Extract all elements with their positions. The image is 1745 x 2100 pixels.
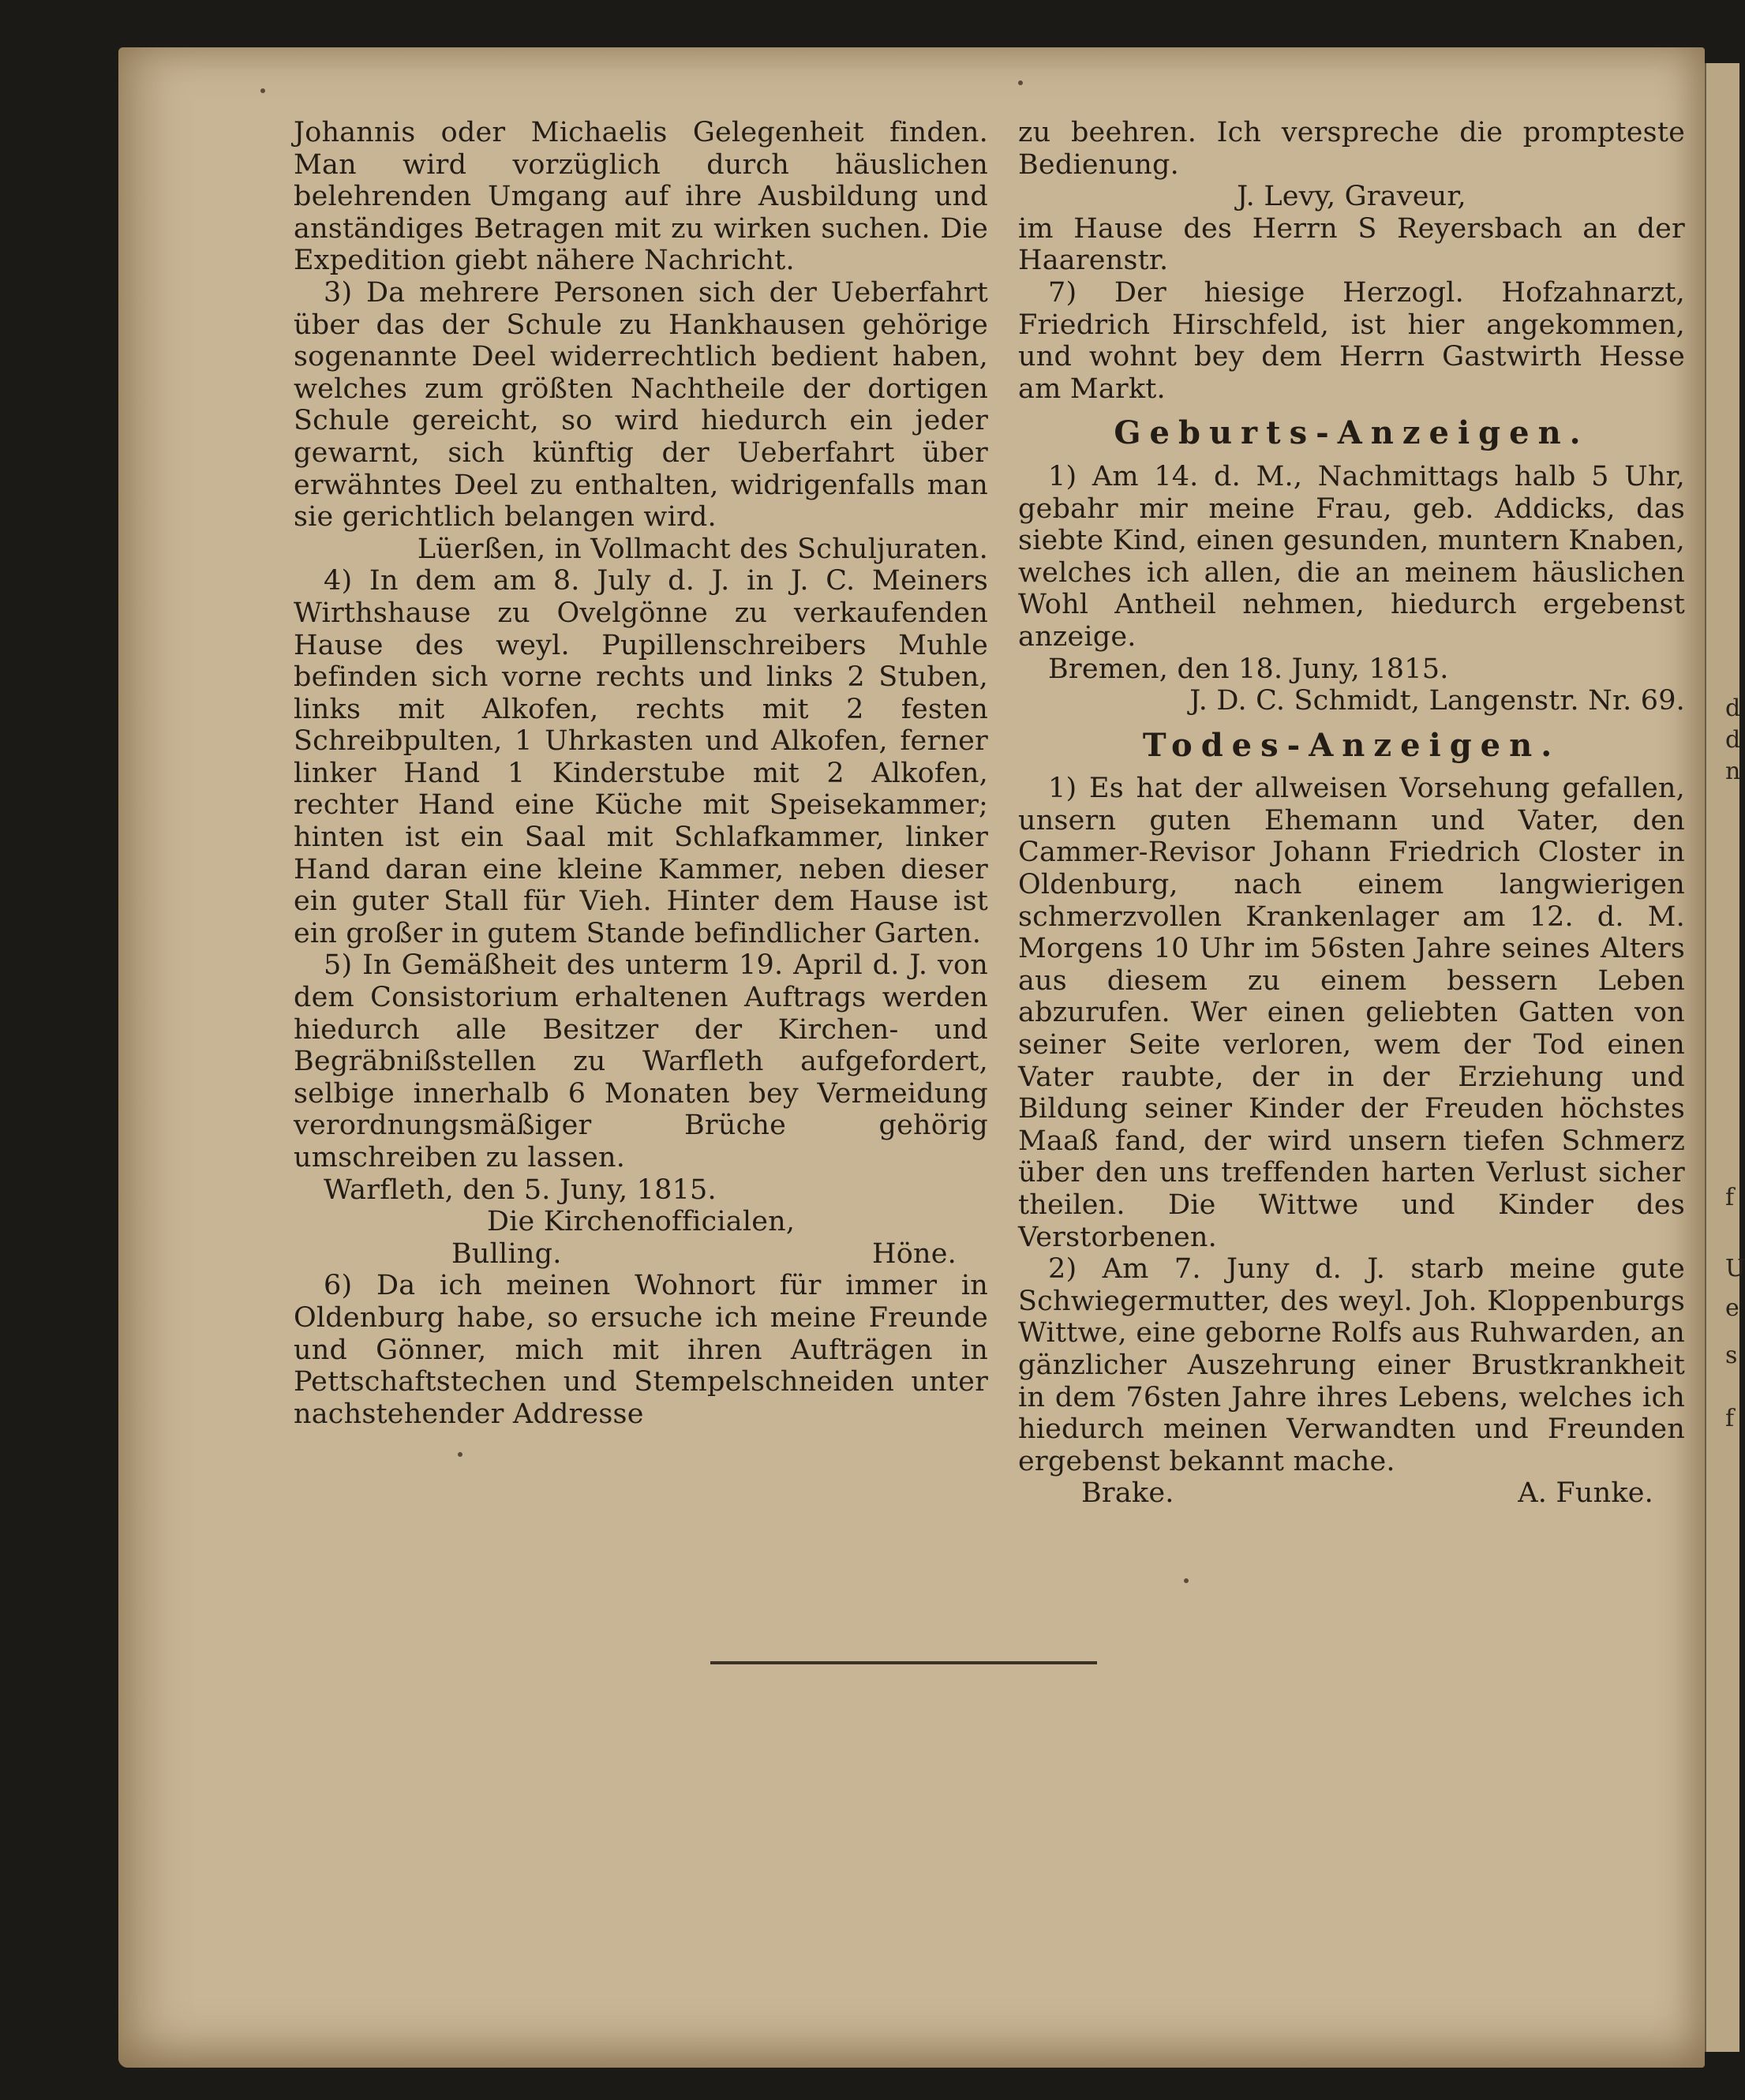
notice-paragraph: 1) Am 14. d. M., Nachmittags halb 5 Uhr, gebahr mir meine Frau, geb. Addicks, das siebte Kind, einen gesunden, muntern Knaben, welches ich allen, die an meinem häuslichen Wohl Antheil nehmen, hiedurch ergebenst anzeige. bbox=[1018, 460, 1685, 653]
notice-paragraph: 3) Da mehrere Personen sich der Ueberfahrt über das der Schule zu Hankhausen gehörige sogenannte Deel widerrechtlich bedient haben, welches zum größten Nachtheile der dortigen Schule gereicht, so wird hiedurch ein jeder gewarnt, sich künftig der Ueberfahrt über erwähntes Deel zu enthalten, widrigenfalls man sie gerichtlich belangen wird. bbox=[294, 276, 988, 533]
notice-paragraph: 5) In Gemäßheit des unterm 19. April d. J. von dem Consistorium erhaltenen Auftrags werden hiedurch alle Besitzer der Kirchen- und Begräbnißstellen zu Warfleth aufgefordert, selbige innerhalb 6 Monaten bey Vermeidung verordnungsmäßiger Brüche gehörig umschreiben zu lassen. bbox=[294, 949, 988, 1174]
edge-fragment: d bbox=[1725, 726, 1741, 754]
edge-fragment: n bbox=[1725, 758, 1741, 785]
edge-fragment: f bbox=[1725, 1184, 1735, 1211]
paper-speck bbox=[260, 88, 265, 93]
notice-signature: J. D. C. Schmidt, Langenstr. Nr. 69. bbox=[1189, 685, 1685, 717]
notice-paragraph: 7) Der hiesige Herzogl. Hofzahnarzt, Friedrich Hirschfeld, ist hier angekommen, und wohnt bey dem Herrn Gastwirth Hesse am Markt. bbox=[1018, 276, 1685, 405]
edge-fragment: U bbox=[1725, 1255, 1745, 1282]
notice-paragraph: zu beehren. Ich verspreche die prompteste Bedienung. bbox=[1018, 117, 1685, 181]
edge-fragment: s bbox=[1725, 1342, 1738, 1369]
section-heading-births: Geburts-Anzeigen. bbox=[1114, 414, 1590, 452]
notice-signature: Lüerßen, in Vollmacht des Schuljuraten. bbox=[417, 533, 988, 565]
signature-name: Höne. bbox=[872, 1237, 957, 1270]
right-text-column bbox=[1018, 117, 1685, 1510]
notice-signature: Die Kirchenofficialen, bbox=[486, 1206, 796, 1238]
adjacent-page-edge bbox=[1705, 63, 1739, 2052]
left-text-column bbox=[294, 117, 988, 1430]
notice-paragraph: 2) Am 7. Juny d. J. starb meine gute Schwiegermutter, des weyl. Joh. Kloppenburgs Wittwe, eine geborne Rolfs aus Ruhwarden, an gänzlicher Auszehrung einer Brustkrankheit in dem 76sten Jahre ihres Lebens, welches ich hiedurch meinen Verwandten und Freunden ergebenst bekannt mache. bbox=[1018, 1253, 1685, 1477]
signature-name: Bulling. bbox=[451, 1237, 562, 1270]
paper-speck bbox=[458, 1452, 462, 1457]
notice-signatures bbox=[1018, 1477, 1685, 1510]
edge-fragment: d bbox=[1725, 694, 1741, 722]
notice-paragraph: 4) In dem am 8. July d. J. in J. C. Meiners Wirthshause zu Ovelgönne zu verkaufenden Hause des weyl. Pupillenschreibers Muhle befinden sich vorne rechts und links 2 Stuben, links mit Alkofen, rechts mit 2 festen Schreibpulten, 1 Uhrkasten und Alkofen, ferner linker Hand 1 Kinderstube mit 2 Alkofen, rechter Hand eine Küche mit Speisekammer; hinten ist ein Saal mit Schlafkammer, linker Hand daran eine kleine Kammer, neben dieser ein guter Stall für Vieh. Hinter dem Hause ist ein großer in gutem Stande befindlicher Garten. bbox=[294, 565, 988, 949]
notice-signature: J. Levy, Graveur, bbox=[1237, 181, 1466, 213]
notice-paragraph: 6) Da ich meinen Wohnort für immer in Oldenburg habe, so ersuche ich meine Freunde und Gönner, mich mit ihren Aufträgen in Pettschaftstechen und Stempelschneiden unter nachstehender Addresse bbox=[294, 1270, 988, 1430]
end-rule bbox=[710, 1661, 1097, 1664]
edge-fragment: e bbox=[1725, 1294, 1739, 1322]
edge-fragment: f bbox=[1725, 1405, 1735, 1432]
paper-speck bbox=[1018, 80, 1023, 85]
section-heading-deaths: Todes-Anzeigen. bbox=[1142, 726, 1561, 764]
signature-name: A. Funke. bbox=[1518, 1477, 1653, 1510]
notice-paragraph: 1) Es hat der allweisen Vorsehung gefallen, unsern guten Ehemann und Vater, den Cammer-Revisor Johann Friedrich Closter in Oldenburg, nach einem langwierigen schmerzvollen Krankenlager am 12. d. M. Morgens 10 Uhr im 56sten Jahre seines Alters aus diesem zu einem bessern Leben abzurufen. Wer einen geliebten Gatten von seiner Seite verloren, wem der Tod einen Vater raubte, der in der Erziehung und Bildung seiner Kinder der Freuden höchstes Maaß fand, der wird unsern tiefen Schmerz über den uns treffenden harten Verlust sicher theilen. Die Wittwe und Kinder des Verstorbenen. bbox=[1018, 773, 1685, 1253]
paper-speck bbox=[1184, 1578, 1189, 1583]
notice-dateline: Bremen, den 18. Juny, 1815. bbox=[1048, 653, 1449, 685]
notice-signatures bbox=[294, 1238, 988, 1271]
signature-place: Brake. bbox=[1081, 1477, 1174, 1510]
notice-dateline: Warfleth, den 5. Juny, 1815. bbox=[324, 1174, 717, 1206]
notice-address: im Hause des Herrn S Reyersbach an der Haarenstr. bbox=[1018, 212, 1685, 277]
notice-paragraph: Johannis oder Michaelis Gelegenheit finden. Man wird vorzüglich durch häuslichen belehrenden Umgang auf ihre Ausbildung und anständiges Betragen mit zu wirken suchen. Die Expedition giebt nähere Nachricht. bbox=[294, 117, 988, 277]
